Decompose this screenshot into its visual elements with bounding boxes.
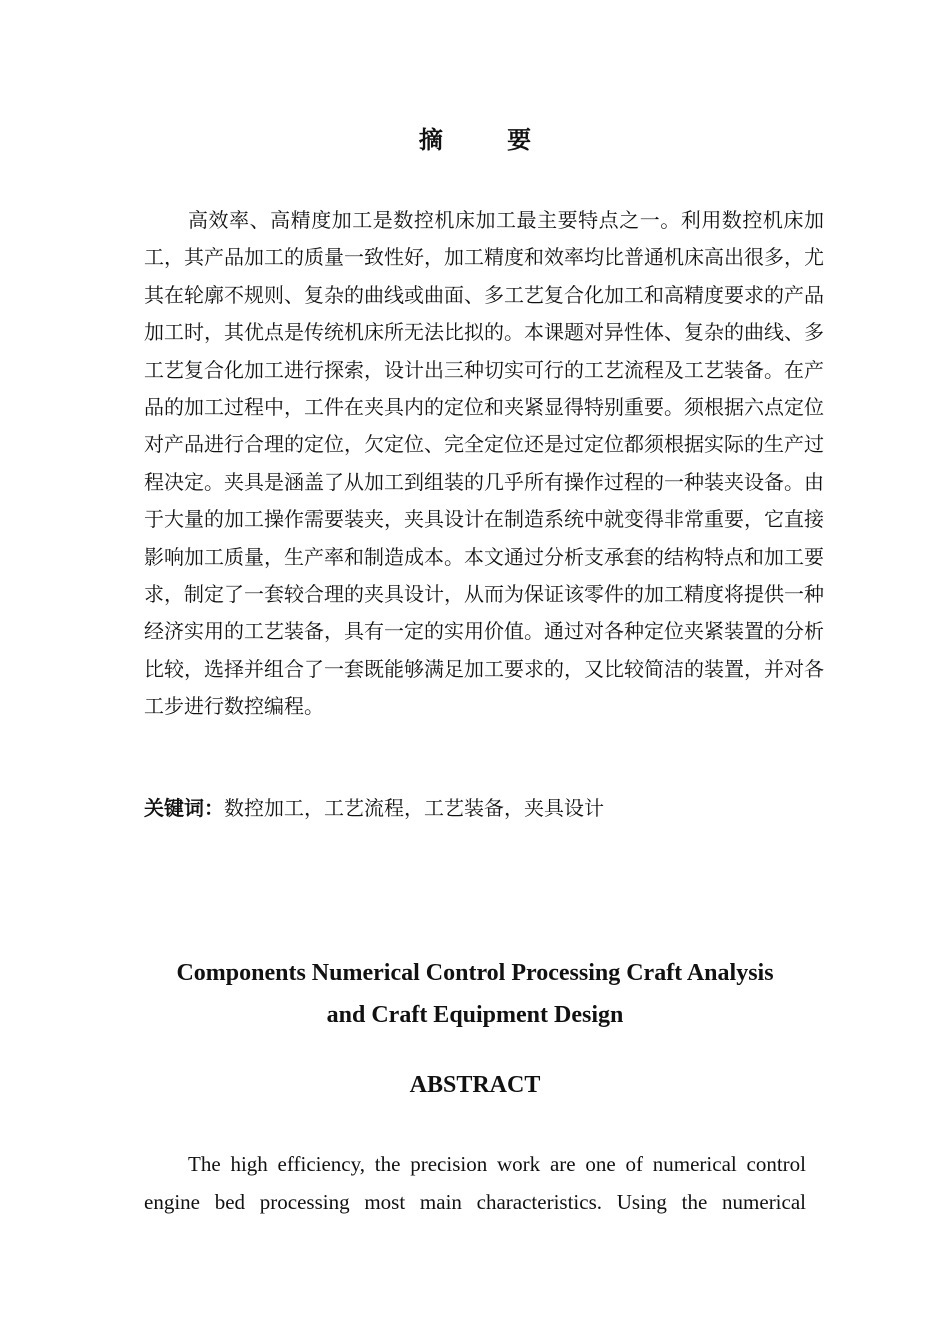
english-abstract-heading: ABSTRACT [409, 1072, 541, 1098]
keywords-list: 数控加工，工艺流程，工艺装备，夹具设计 [224, 796, 604, 820]
english-abstract-body: The high efficiency, the precision work are one of numerical control engine bed processing most main characteristics. Using the numerical [144, 1152, 806, 1214]
chinese-abstract-body: 高效率、高精度加工是数控机床加工最主要特点之一。利用数控机床加工，其产品加工的质量一致性好，加工精度和效率均比普通机床高出很多，尤其在轮廓不规则、复杂的曲线或曲面、多工艺复合化加工和高精度要求的产品加工时，其优点是传统机床所无法比拟的。本课题对异性体、复杂的曲线、多工艺复合化加工进行探索，设计出三种切实可行的工艺流程及工艺装备。在产品的加工过程中，工件在夹具内的定位和夹紧显得特别重要。须根据六点定位对产品进行合理的定位，欠定位、完全定位还是过定位都须根据实际的生产过程决定。夹具是涵盖了从加工到组装的几乎所有操作过程的一种装夹设备。由于大量的加工操作需要装夹，夹具设计在制造系统中就变得非常重要，它直接影响加工质量，生产率和制造成本。本文通过分析支承套的结构特点和加工要求，制定了一套较合理的夹具设计，从而为保证该零件的加工精度将提供一种经济实用的工艺装备，具有一定的实用价值。通过对各种定位夹紧装置的分析比较，选择并组合了一套既能够满足加工要求的，又比较简洁的装置，并对各工步进行数控编程。 [144, 208, 824, 719]
english-title-line-1: Components Numerical Control Processing Craft Analysis [176, 960, 774, 986]
chinese-keywords [144, 793, 824, 823]
keywords-label: 关键词： [144, 796, 224, 820]
chinese-abstract-title: 摘 要 [418, 126, 560, 154]
english-paper-title [100, 952, 850, 1036]
english-title-line-2: and Craft Equipment Design [326, 1002, 624, 1028]
